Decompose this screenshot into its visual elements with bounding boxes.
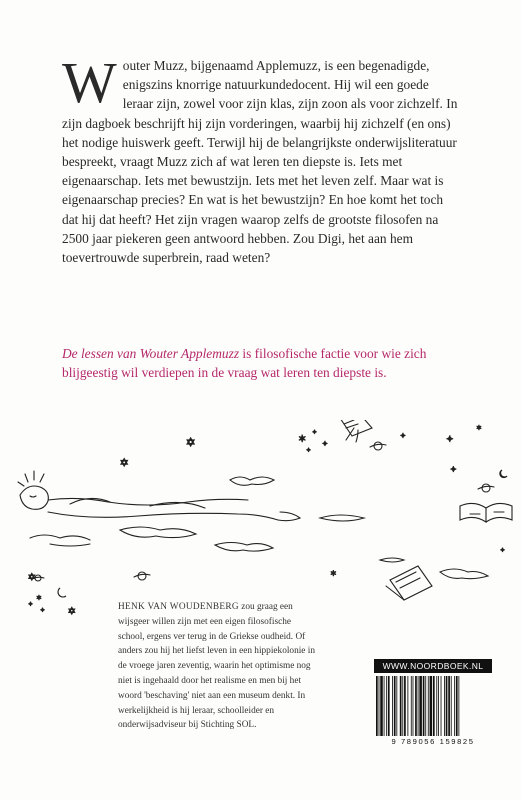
barcode-bar <box>376 676 378 736</box>
barcode-bar <box>458 676 459 736</box>
barcode-bar <box>444 676 445 736</box>
flying-book-upper <box>340 420 372 442</box>
drop-cap: W <box>62 50 117 115</box>
svg-text:✶: ✶ <box>36 594 42 602</box>
author-bio-text: zou graag een wijsgeer willen zijn met een eigen filosofische school, ergens ver terug in de Griekse oudheid. Of anders zou hij het liefst leven in een hippiekolonie in de vroege jaren zeventig, waarin het optimisme nog niet is ingehaald door het realisme en men bij het woord 'beschaving' niet aan een museum denkt. In werkelijkheid is hij leraar, schoolleider en onderwijsadviseur bij Stichting SOL. <box>118 602 315 731</box>
isbn-number: 9 789056 159825 <box>391 737 475 746</box>
barcode-bar <box>400 676 402 736</box>
barcode-bar <box>454 676 455 736</box>
svg-text:✶: ✶ <box>476 424 482 432</box>
barcode-bar <box>430 676 433 736</box>
barcode-bar <box>388 676 390 736</box>
svg-text:✦: ✦ <box>306 448 312 454</box>
stars <box>28 424 505 616</box>
barcode <box>374 676 492 736</box>
svg-text:✡: ✡ <box>28 572 36 582</box>
barcode-bar <box>415 676 417 736</box>
svg-text:✡: ✡ <box>120 458 129 469</box>
author-bio <box>118 600 318 733</box>
author-name: HENK VAN WOUDENBERG <box>118 602 239 612</box>
book-title: De lessen van Wouter Applemuzz <box>62 346 240 361</box>
barcode-bar <box>413 676 414 736</box>
tagline-text: is filosofische factie voor wie zich blijgeestig wil verdiepen in de vraag wat leren ten diepste is. <box>62 346 427 381</box>
barcode-bar <box>438 676 439 736</box>
svg-text:✡: ✡ <box>68 606 76 616</box>
barcode-bar <box>425 676 426 736</box>
floating-man-illustration <box>0 420 521 620</box>
barcode-bar <box>456 676 458 736</box>
svg-text:✡: ✡ <box>186 437 196 449</box>
barcode-bar <box>451 676 452 736</box>
floating-man-drawing <box>18 471 300 521</box>
barcode-bar <box>384 676 385 736</box>
barcode-bar <box>392 676 393 736</box>
barcode-bar <box>404 676 406 736</box>
barcode-bar <box>423 676 425 736</box>
svg-text:✦: ✦ <box>322 440 328 448</box>
barcode-bar <box>441 676 442 736</box>
barcode-bar <box>396 676 397 736</box>
svg-text:✦: ✦ <box>446 434 454 444</box>
barcode-bar <box>380 676 383 736</box>
planets <box>32 442 507 597</box>
barcode-bar <box>433 676 435 736</box>
publisher-url: WWW.NOORDBOEK.NL <box>374 659 492 673</box>
barcode-bar <box>394 676 396 736</box>
barcode-bar <box>402 676 403 736</box>
laptop <box>386 566 432 600</box>
svg-text:✦: ✦ <box>312 430 318 436</box>
barcode-bar <box>407 676 408 736</box>
barcode-bar <box>428 676 429 736</box>
barcode-bar <box>411 676 412 736</box>
barcode-bar <box>419 676 422 736</box>
barcode-bar <box>379 676 380 736</box>
svg-text:✦: ✦ <box>28 602 34 608</box>
svg-text:✦: ✦ <box>400 432 406 440</box>
barcode-bar <box>446 676 448 736</box>
barcode-bar <box>418 676 419 736</box>
barcode-bar <box>386 676 387 736</box>
svg-text:✦: ✦ <box>450 465 457 474</box>
barcode-bar <box>436 676 437 736</box>
svg-text:✦: ✦ <box>40 608 46 614</box>
blurb-text: outer Muzz, bijgenaamd Applemuzz, is een begenadigde, enigszins knorrige natuurkundedocent. Hij wil een goede leraar zijn, zowel voor zijn klas, zijn zoon als voor zichzelf. In zijn dagboek beschrijft hij zijn vorderingen, waarbij hij zichzelf (en ons) het nodige huiswerk geeft. Terwijl hij de belangrijkste onderwijsliteratuur bespreekt, vraagt Muzz zich af wat leren ten diepste is. Iets met eigenaarschap. Iets met bewustzijn. Iets met het leven zelf. Maar wat is eigenaarschap precies? En wat is het bewustzijn? En hoe komt het toch dat hij dat heeft? Het zijn vragen waarop zelfs de grootste filosofen na 2500 jaar piekeren geen antwoord hebben. Zou Digi, het aan hem toevertrouwde superbrein, raad weten? <box>62 58 458 266</box>
back-cover-blurb <box>62 50 462 267</box>
open-book <box>460 503 512 522</box>
svg-text:✦: ✦ <box>500 548 506 554</box>
svg-text:✶: ✶ <box>298 434 307 445</box>
clouds <box>30 477 488 579</box>
svg-text:✶: ✶ <box>330 569 337 578</box>
tagline <box>62 344 472 382</box>
barcode-bar <box>448 676 450 736</box>
